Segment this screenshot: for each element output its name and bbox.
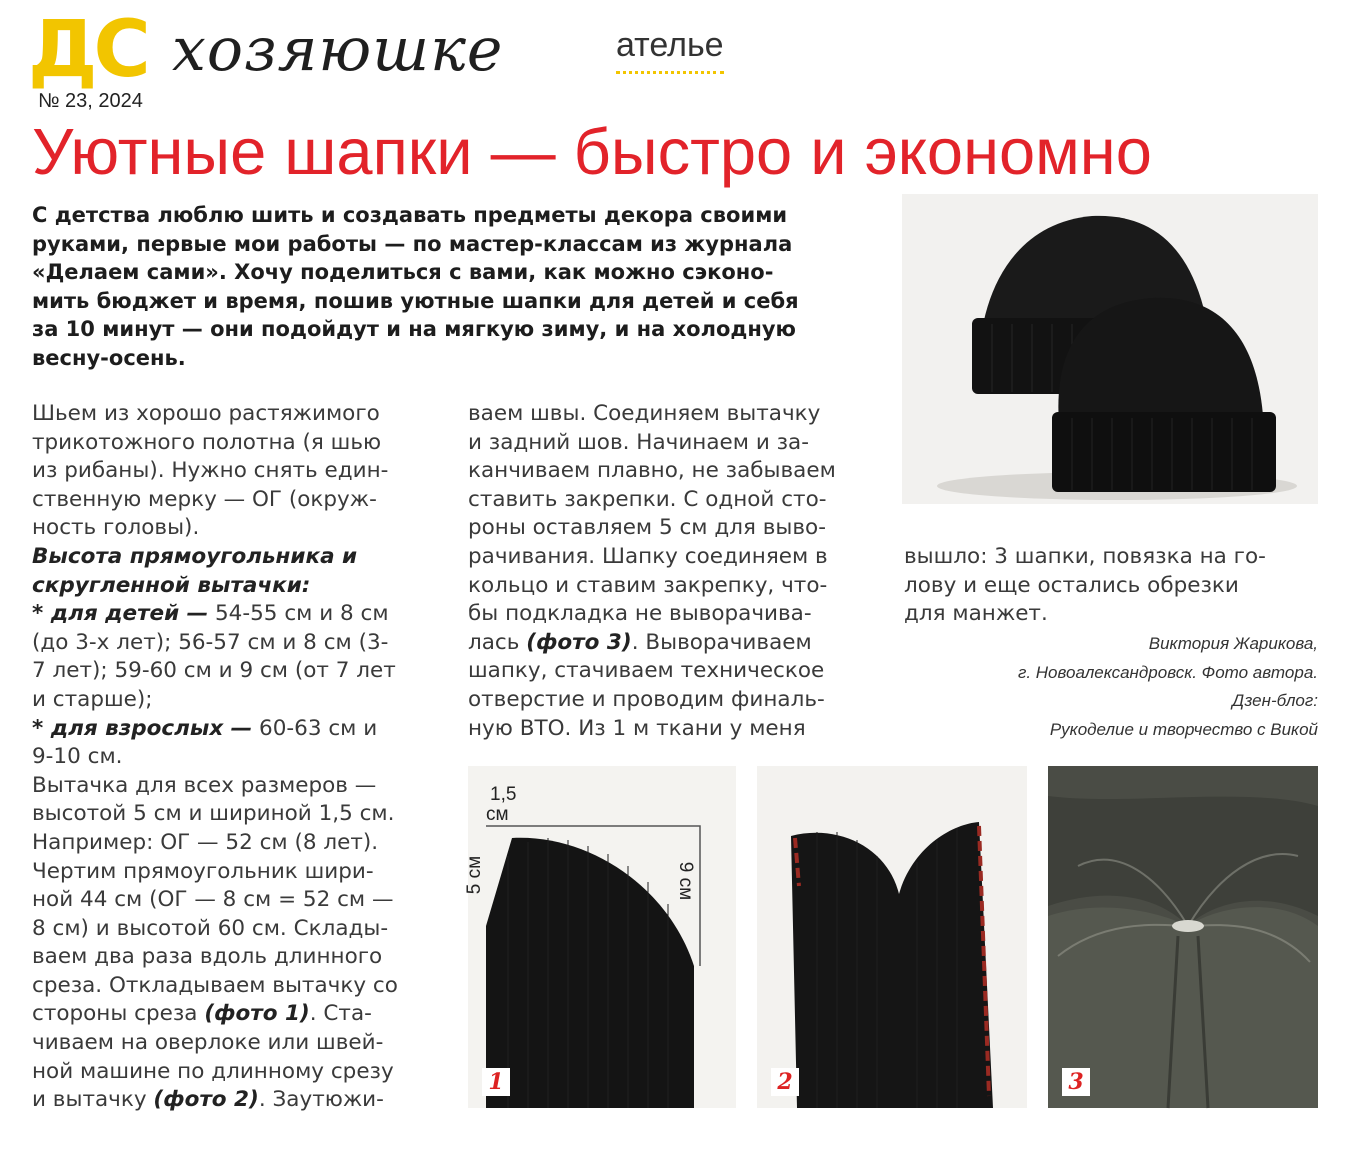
text-line [32, 1086, 452, 1115]
text-line: ной машине по длинному срезу [32, 1058, 394, 1084]
text-line: канчиваем плавно, не забываем [468, 458, 836, 484]
blog-label: Дзен-блог: [1232, 691, 1318, 710]
logo-ds: ДС [28, 5, 147, 95]
text-line: ственную мерку — ОГ (окруж- [32, 486, 377, 512]
text-line: ставить закрепки. С одной сто- [468, 486, 827, 512]
text-line: бы подкладка не выворачива- [468, 601, 812, 627]
dim-label-top: 1,5 [490, 784, 517, 805]
photo-number-badge: 3 [1062, 1068, 1090, 1096]
text-line: 8 см) и высотой 60 см. Склады- [32, 915, 389, 941]
text-span: 60-63 см и [252, 715, 378, 741]
kids-label: * для детей — [32, 601, 209, 627]
text-line: лову и еще остались обрезки [904, 572, 1239, 598]
text-span: . Ста- [309, 1001, 372, 1027]
author-name: Виктория Жарикова, [1148, 634, 1318, 653]
text-line: чиваем на оверлоке или швей- [32, 1030, 384, 1056]
lead-line: за 10 минут — они подойдут и на мягкую зиму, и на холодную [32, 317, 796, 342]
logo-name: хозяюшке [172, 15, 504, 85]
lead-paragraph [32, 201, 892, 373]
text-line: среза. Откладываем вытачку со [32, 972, 398, 998]
text-line: (до 3-х лет); 56-57 см и 8 см (3- [32, 629, 389, 655]
subheading-line: Высота прямоугольника и [32, 543, 358, 569]
author-city: г. Новоалександровск. Фото автора. [1017, 662, 1318, 682]
photo1-reference: (фото 1) [204, 1001, 310, 1027]
lead-line: руками, первые мои работы — по мастер-классам из журнала [32, 231, 793, 256]
text-line: трикотожного полотна (я шью [32, 429, 382, 455]
body-column-2 [468, 400, 888, 743]
text-line: Чертим прямоугольник шири- [32, 858, 374, 884]
hero-photo-hats [902, 194, 1318, 504]
text-line: высотой 5 см и шириной 1,5 см. [32, 801, 395, 827]
headline: Уютные шапки — быстро и экономно [32, 115, 1152, 188]
lead-line: «Делаем сами». Хочу поделиться с вами, как можно сэконо- [32, 260, 774, 285]
author-credits [900, 630, 1318, 744]
text-line: 7 лет); 59-60 см и 9 см (от 7 лет [32, 658, 396, 684]
text-line: рачивания. Шапку соединяем в [468, 543, 828, 569]
text-line: вышло: 3 шапки, повязка на го- [904, 544, 1266, 569]
dim-label-left: 5 см [464, 855, 486, 895]
issue-number: № 23, 2024 [38, 90, 143, 112]
lead-line: весну-осень. [32, 345, 186, 370]
lead-line: С детства люблю шить и создавать предметы декора своими [32, 203, 788, 227]
photo-number-badge: 2 [771, 1068, 799, 1096]
text-line [468, 629, 888, 658]
step-photo-2 [757, 766, 1027, 1108]
text-span: . Выворачиваем [631, 629, 812, 655]
text-line: роны оставляем 5 см для выво- [468, 515, 826, 541]
text-span: стороны среза [32, 1001, 205, 1027]
photo2-reference: (фото 2) [153, 1087, 259, 1113]
text-line: ваем два раза вдоль длинного [32, 944, 383, 970]
text-span: . Заутюжи- [258, 1087, 384, 1113]
dim-label-top-unit: см [486, 804, 509, 825]
text-line [32, 600, 452, 629]
text-line: ваем швы. Соединяем вытачку [468, 401, 821, 426]
text-line: Например: ОГ — 52 см (8 лет). [32, 829, 379, 855]
text-line: кольцо и ставим закрепку, что- [468, 572, 828, 598]
adults-label: * для взрослых — [32, 715, 253, 741]
step-photo-1 [464, 766, 736, 1108]
text-line: Вытачка для всех размеров — [32, 772, 377, 798]
text-line: из рибаны). Нужно снять един- [32, 458, 389, 484]
text-line: ную ВТО. Из 1 м ткани у меня [468, 715, 806, 741]
text-span: лась [468, 629, 527, 655]
text-span: и вытачку [32, 1087, 154, 1113]
subheading-line: скругленной вытачки: [32, 572, 311, 598]
dim-label-right: 9 см [675, 861, 697, 901]
text-line [32, 715, 452, 744]
text-line: 9-10 см. [32, 744, 123, 770]
text-line: ной 44 см (ОГ — 8 см = 52 см — [32, 887, 394, 913]
photo-number-badge: 1 [482, 1068, 510, 1096]
text-line: отверстие и проводим финаль- [468, 686, 825, 712]
body-column-1 [32, 400, 452, 1115]
lead-line: мить бюджет и время, пошив уютные шапки для детей и себя [32, 288, 799, 313]
text-line: для манжет. [904, 601, 1048, 627]
step-photo-3 [1048, 766, 1318, 1108]
text-line: Шьем из хорошо растяжимого [32, 401, 380, 426]
section-tag: ателье [616, 26, 724, 74]
text-line: ность головы). [32, 515, 200, 541]
blog-name: Рукоделие и творчество с Викой [1049, 719, 1318, 739]
text-line: шапку, стачиваем техническое [468, 658, 825, 684]
text-line: и старше); [32, 686, 153, 712]
text-line [32, 1000, 452, 1029]
text-line: и задний шов. Начинаем и за- [468, 429, 809, 455]
text-span: 54-55 см и 8 см [208, 601, 389, 627]
photo3-reference: (фото 3) [526, 629, 632, 655]
body-column-3 [904, 543, 1324, 629]
